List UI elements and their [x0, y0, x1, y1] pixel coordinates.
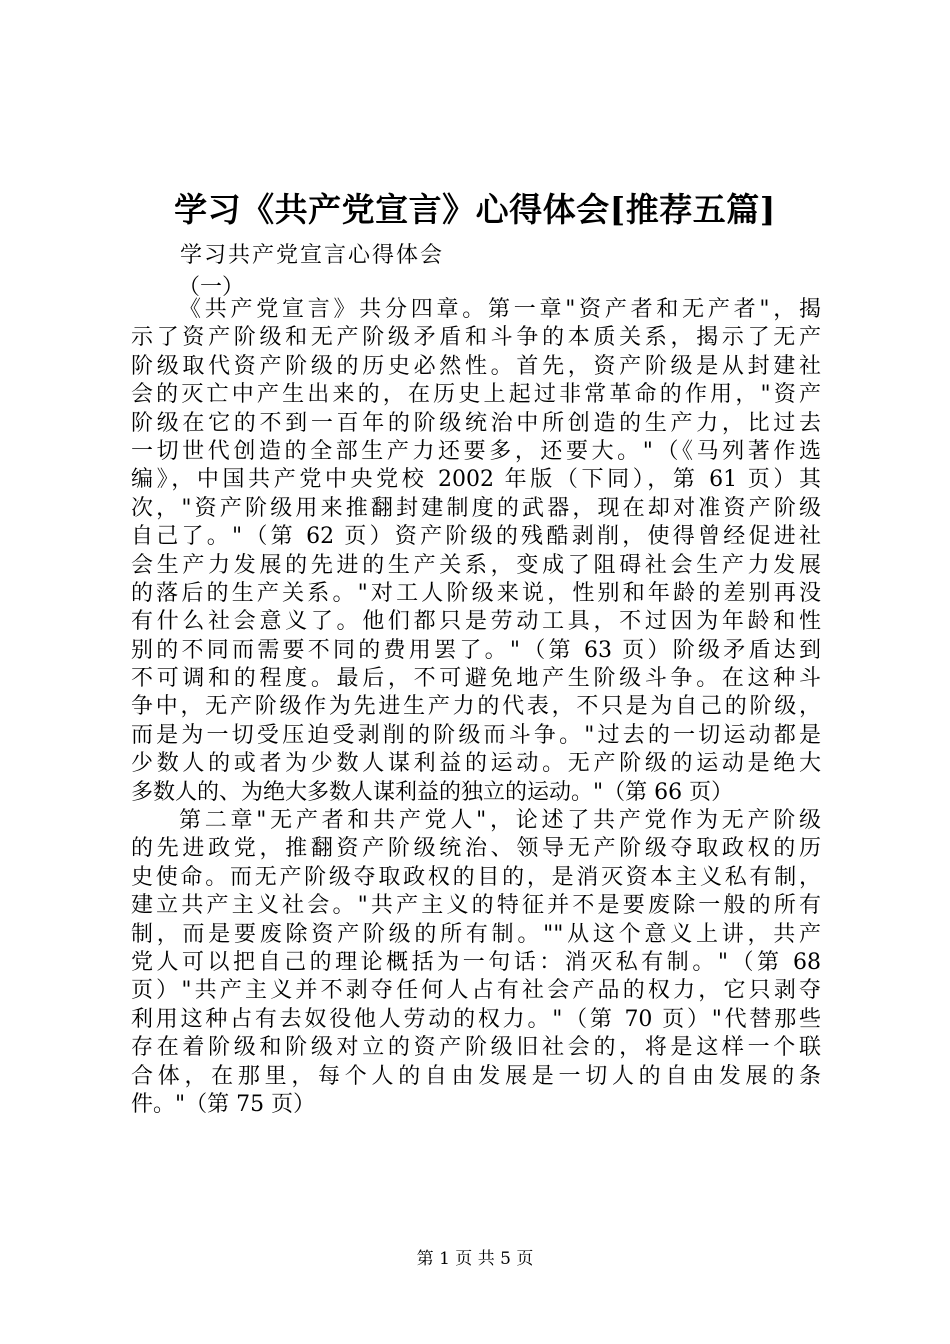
text-line: 争中，无产阶级作为先进生产力的代表，不只是为自己的阶级， [131, 694, 821, 720]
text-line: 第二章"无产者和共产党人"，论述了共产党作为无产阶级 [179, 808, 821, 834]
page-footer: 第 1 页 共 5 页 [416, 1249, 534, 1269]
text-line: 会的灭亡中产生出来的，在历史上起过非常革命的作用，"资产 [131, 382, 821, 408]
text-line: 少数人的或者为少数人谋利益的运动。无产阶级的运动是绝大 [131, 751, 821, 777]
text-line: 次，"资产阶级用来推翻封建制度的武器，现在却对准资产阶级 [131, 495, 821, 521]
text-line: 的先进政党，推翻资产阶级统治、领导无产阶级夺取政权的历 [131, 836, 821, 862]
text-line: 而是为一切受压迫受剥削的阶级而斗争。"过去的一切运动都是 [131, 722, 821, 748]
text-line: 存在着阶级和阶级对立的资产阶级旧社会的，将是这样一个联 [131, 1035, 821, 1061]
document-subtitle: 学习共产党宣言心得体会 [180, 243, 445, 268]
text-line: 建立共产主义社会。"共产主义的特征并不是要废除一般的所有 [131, 893, 821, 919]
text-line: 党人可以把自己的理论概括为一句话：消灭私有制。"（第 68 [131, 949, 821, 975]
section-marker: （一） [178, 275, 245, 300]
text-line: 自己了。"（第 62 页）资产阶级的残酷剥削，使得曾经促进社 [131, 524, 821, 550]
text-line: 史使命。而无产阶级夺取政权的目的，是消灭资本主义私有制， [131, 864, 821, 890]
text-line: 阶级取代资产阶级的历史必然性。首先，资产阶级是从封建社 [131, 353, 821, 379]
text-line: 的落后的生产关系。"对工人阶级来说，性别和年龄的差别再没 [131, 580, 821, 606]
text-line: 示了资产阶级和无产阶级矛盾和斗争的本质关系，揭示了无产 [131, 325, 821, 351]
text-line: 不可调和的程度。最后，不可避免地产生阶级斗争。在这种斗 [131, 666, 821, 692]
text-line: 利用这种占有去奴役他人劳动的权力。"（第 70 页）"代替那些 [131, 1006, 821, 1032]
text-line: 别的不同而需要不同的费用罢了。"（第 63 页）阶级矛盾达到 [131, 637, 821, 663]
text-line: 页）"共产主义并不剥夺任何人占有社会产品的权力，它只剥夺 [131, 978, 821, 1004]
text-line: 编》，中国共产党中央党校 2002 年版（下同），第 61 页）其 [131, 467, 821, 493]
text-line: 《共产党宣言》共分四章。第一章"资产者和无产者"，揭 [179, 297, 821, 322]
text-line: 阶级在它的不到一百年的阶级统治中所创造的生产力，比过去 [131, 410, 821, 436]
text-line: 合体，在那里，每个人的自由发展是一切人的自由发展的条 [131, 1063, 821, 1089]
text-line: 一切世代创造的全部生产力还要多，还要大。"（《马列著作选 [131, 438, 821, 464]
body-text [131, 296, 821, 1119]
document-title: 学习《共产党宣言》心得体会[推荐五篇] [174, 190, 776, 229]
text-line: 制，而是要废除资产阶级的所有制。""从这个意义上讲，共产 [131, 921, 821, 947]
text-line: 件。"（第 75 页） [131, 1091, 316, 1117]
text-line: 有什么社会意义了。他们都只是劳动工具，不过因为年龄和性 [131, 609, 821, 635]
text-line: 多数人的、为绝大多数人谋利益的独立的运动。"（第 66 页） [131, 779, 734, 805]
text-line: 会生产力发展的先进的生产关系，变成了阻碍社会生产力发展 [131, 552, 821, 578]
